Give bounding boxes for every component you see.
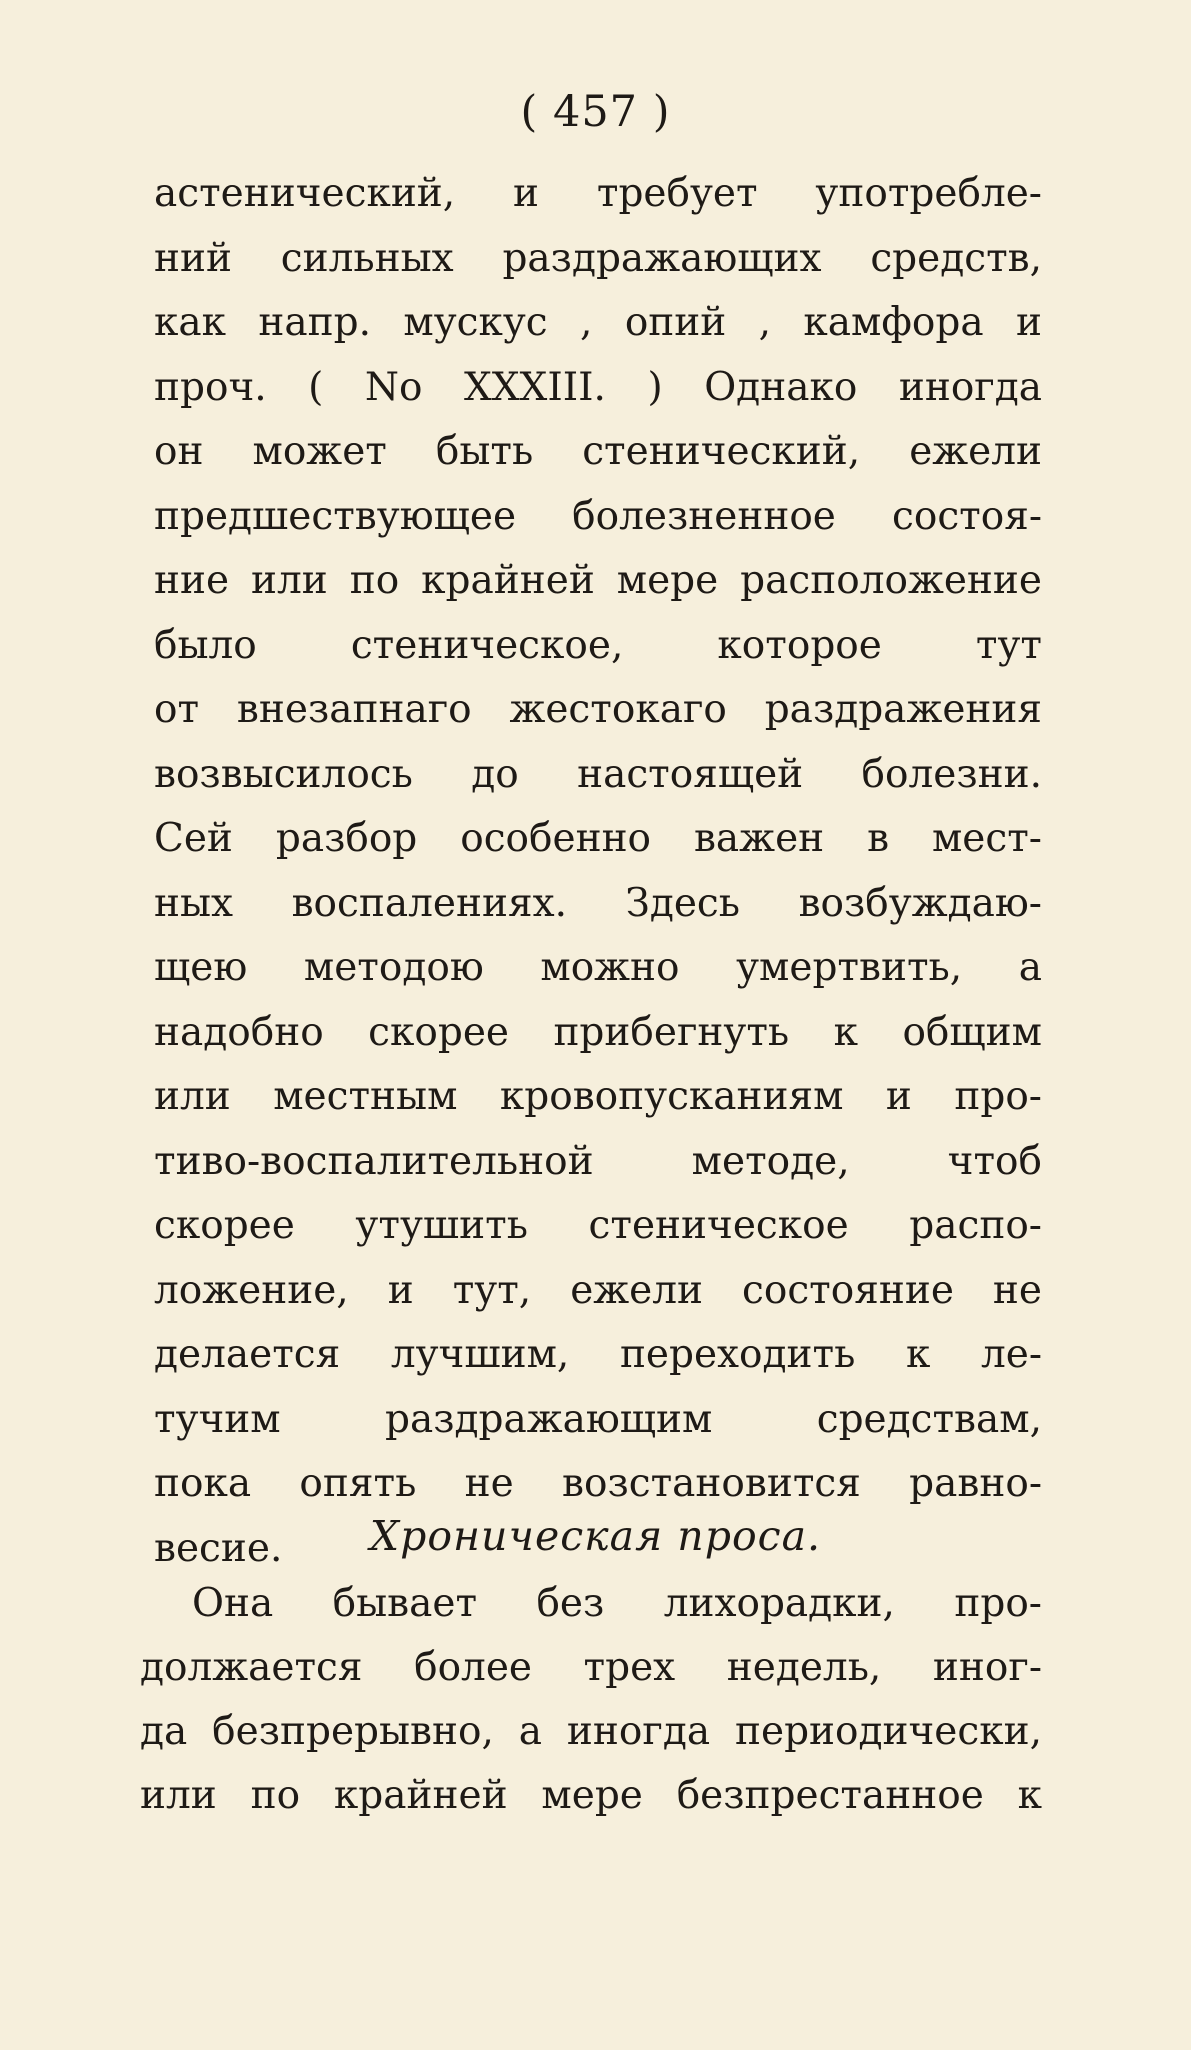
page-number: ( 457 ) (520, 87, 671, 137)
text-line: ложение, и тут, ежели состояние не (154, 1267, 1042, 1313)
text-line: тиво-воспалительной методе, чтоб (154, 1138, 1042, 1184)
text-line: или местным кровопусканиям и про- (154, 1074, 1042, 1119)
text-line: возвысилось до настоящей болезни. (154, 751, 1042, 797)
text-line: Сей разбор особенно важен в мест- (154, 816, 1042, 861)
text-line: или по крайней мере безпрестанное к (140, 1773, 1042, 1818)
text-line: пока опять не возстановится равно- (154, 1461, 1042, 1506)
text-line: скорее утушить стеническое распо- (154, 1203, 1042, 1248)
text-line: да безпрерывно, а иногда периодически, (140, 1709, 1042, 1754)
text-line: ний сильных раздражающих средств, (154, 235, 1042, 281)
text-line: было стеническое, которое тут (154, 622, 1042, 668)
body-text (154, 168, 1042, 1587)
text-line: должается более трех недель, иног- (140, 1645, 1042, 1690)
section-text (140, 1578, 1042, 1834)
text-line: ных воспалениях. Здесь возбуждаю- (154, 880, 1042, 926)
text-line: проч. ( No XXXIII. ) Однако иногда (154, 364, 1042, 410)
section-heading: Хроническая проса. (369, 1512, 822, 1560)
text-line: Она бывает без лихорадки, про- (192, 1581, 1042, 1626)
text-line: тучим раздражающим средствам, (154, 1396, 1042, 1442)
text-line: астенический, и требует употребле- (154, 171, 1042, 216)
text-line: он может быть стенический, ежели (154, 429, 1042, 474)
text-line: щею методою можно умертвить, а (154, 945, 1042, 990)
text-line: весие. (154, 1525, 283, 1571)
text-line: как напр. мускус , опий , камфора и (154, 300, 1042, 345)
text-line: делается лучшим, переходить к ле- (154, 1332, 1042, 1377)
text-line: предшествующее болезненное состоя- (154, 493, 1042, 539)
text-line: надобно скорее прибегнуть к общим (154, 1009, 1042, 1055)
text-line: ние или по крайней мере расположение (154, 558, 1042, 603)
text-line: от внезапнаго жестокаго раздражения (154, 687, 1042, 732)
